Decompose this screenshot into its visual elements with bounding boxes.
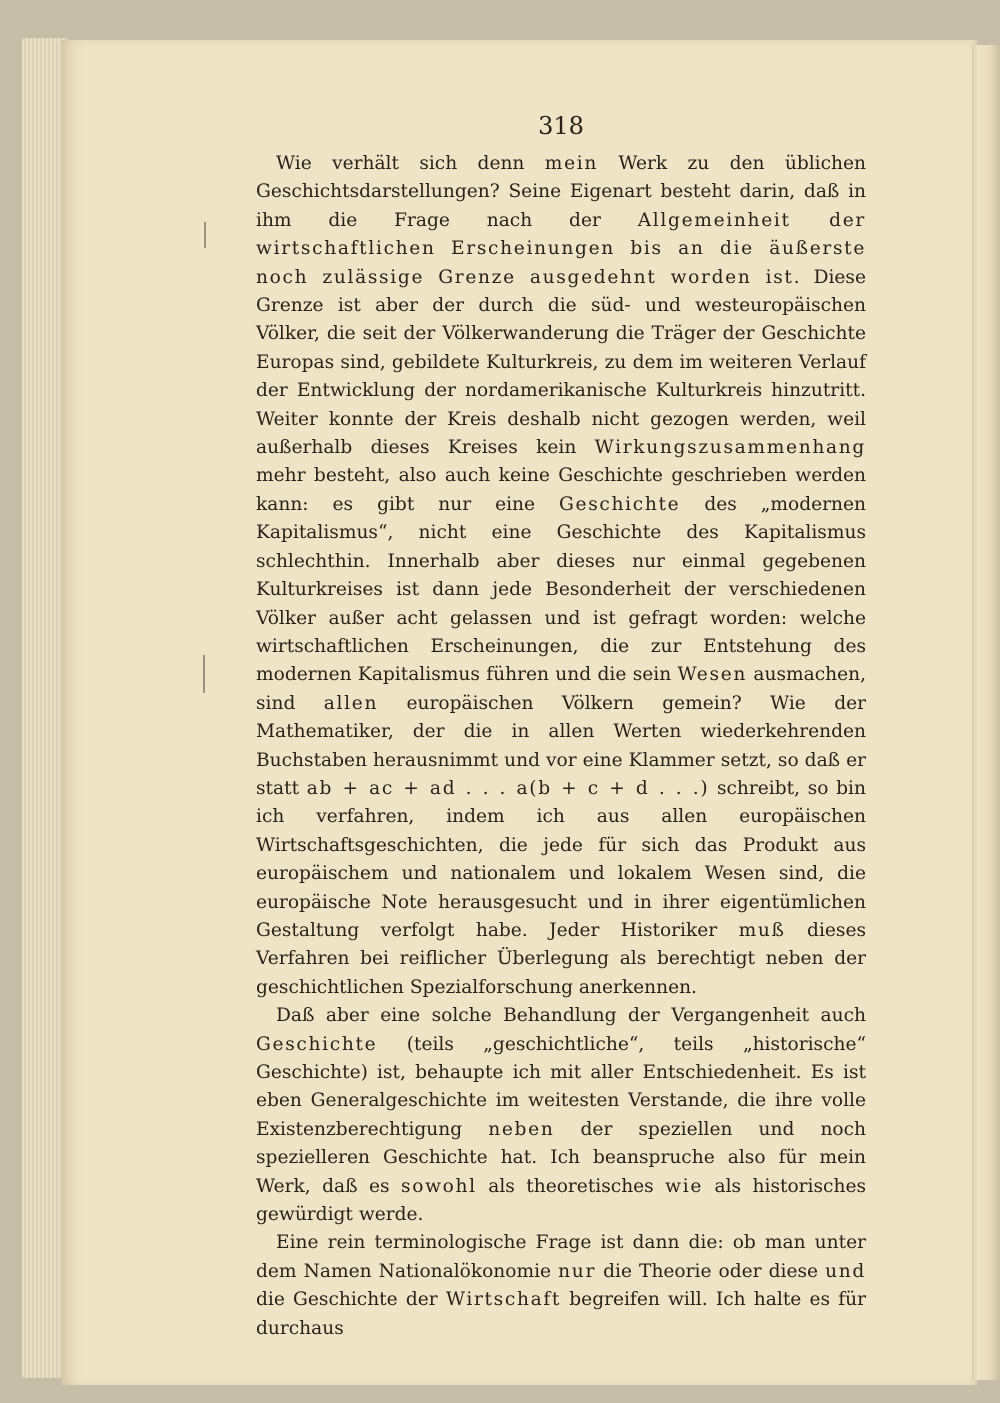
- spaced-emphasis: neben: [488, 1118, 555, 1140]
- text-segment: (teils „geschichtliche“, teils „historische“ Geschichte) ist, behaupte ich mit aller Entschiedenheit. Es ist eben Generalgeschichte im weitesten Verstande, die ihre volle Existenzberechtigung: [256, 1033, 866, 1140]
- spaced-emphasis: allen: [323, 692, 379, 714]
- text-segment: ausmachen, sind: [256, 664, 866, 714]
- text-segment: begreifen will. Ich halte es für durchaus: [256, 1289, 866, 1339]
- spaced-emphasis: nur: [558, 1260, 597, 1282]
- text-segment: des „modernen Kapitalismus“, nicht eine Geschichte des Kapitalismus schlechthin. Innerhalb aber dieses nur einmal gegebenen Kulturkreises ist dann jede Besonderheit der verschiedenen Völker außer acht gelassen und ist gefragt worden: welche wirtschaftlichen Erscheinungen, die zur Entstehung des modernen Kapitalismus führen und die sein: [256, 493, 866, 686]
- spaced-emphasis: Wirtschaft: [445, 1289, 562, 1311]
- text-segment: als theoretisches: [476, 1175, 666, 1197]
- text-segment: die Theorie oder diese: [596, 1260, 826, 1282]
- spaced-emphasis: mein: [544, 153, 599, 174]
- page-number: 318: [538, 112, 584, 140]
- body-text: [256, 150, 866, 1343]
- text-segment: europäischen Völkern gemein? Wie der Mathematiker, der die in allen Werten wiederkehrenden Buchstaben herausnimmt und vor eine Klammer setzt, so daß er statt: [256, 692, 866, 799]
- spaced-emphasis: Geschichte: [256, 1033, 378, 1055]
- text-segment: dieses Verfahren bei reiflicher Überlegung als berechtigt neben der geschichtlichen Spezialforschung anerkennen.: [256, 919, 866, 998]
- page-edges-stack: [22, 38, 67, 1378]
- formula: ab + ac + ad . . . a(b + c + d . . .): [306, 777, 710, 799]
- spaced-emphasis: Wesen: [677, 664, 748, 686]
- spaced-emphasis: wie: [665, 1175, 704, 1197]
- margin-mark: [204, 222, 206, 248]
- text-segment: Wie verhält sich denn: [276, 153, 545, 174]
- text-segment: Werk zu den üblichen Geschichtsdarstellungen? Seine Eigenart besteht darin, daß in ihm die Frage nach der: [256, 153, 866, 231]
- spaced-emphasis: sowohl: [400, 1175, 477, 1197]
- text-segment: Diese Grenze ist aber der durch die süd- und westeuropäischen Völker, die seit der Völkerwanderung die Träger der Geschichte Europas sind, gebildete Kulturkreis, zu dem im weiteren Verlauf der Entwicklung der nordamerikanische Kulturkreis hinzutritt. Weiter konnte der Kreis deshalb nicht gezogen werden, weil außerhalb dieses Kreises kein: [256, 266, 866, 459]
- text-segment: als historisches gewürdigt werde.: [256, 1175, 866, 1226]
- spaced-emphasis: muß: [738, 919, 786, 941]
- paragraph: [256, 150, 866, 1002]
- text-segment: der speziellen und noch spezielleren Geschichte hat. Ich beanspruche also für mein Werk, daß es: [256, 1118, 866, 1197]
- text-segment: schreibt, so bin ich verfahren, indem ich aus allen europäischen Wirtschaftsgeschichten, die jede für sich das Produkt aus europäischem und nationalem und lokalem Wesen sind, die europäische Note herausgesucht und in ihrer eigentümlichen Gestaltung verfolgt habe. Jeder Historiker: [256, 777, 866, 941]
- spaced-emphasis: und: [825, 1260, 866, 1282]
- page-right-edge: [972, 45, 1000, 1380]
- text-segment: Eine rein terminologische Frage ist dann die: ob man unter dem Namen Nationalökonomie: [256, 1232, 866, 1282]
- spaced-emphasis: Geschichte: [559, 493, 681, 515]
- text-segment: die Geschichte der: [256, 1289, 446, 1311]
- text-segment: Daß aber eine solche Behandlung der Vergangenheit auch: [276, 1005, 866, 1027]
- text-segment: mehr besteht, also auch keine Geschichte geschrieben werden kann: es gibt nur eine: [256, 465, 866, 515]
- paragraph: [256, 1002, 866, 1229]
- spaced-emphasis: Allgemeinheit der wirtschaftlichen Erscheinungen bis an die äußerste noch zulässige Grenze ausgedehnt worden ist.: [256, 209, 866, 288]
- paragraph: [256, 1229, 866, 1343]
- margin-mark: [203, 655, 205, 693]
- spaced-emphasis: Wirkungszusammenhang: [594, 437, 866, 459]
